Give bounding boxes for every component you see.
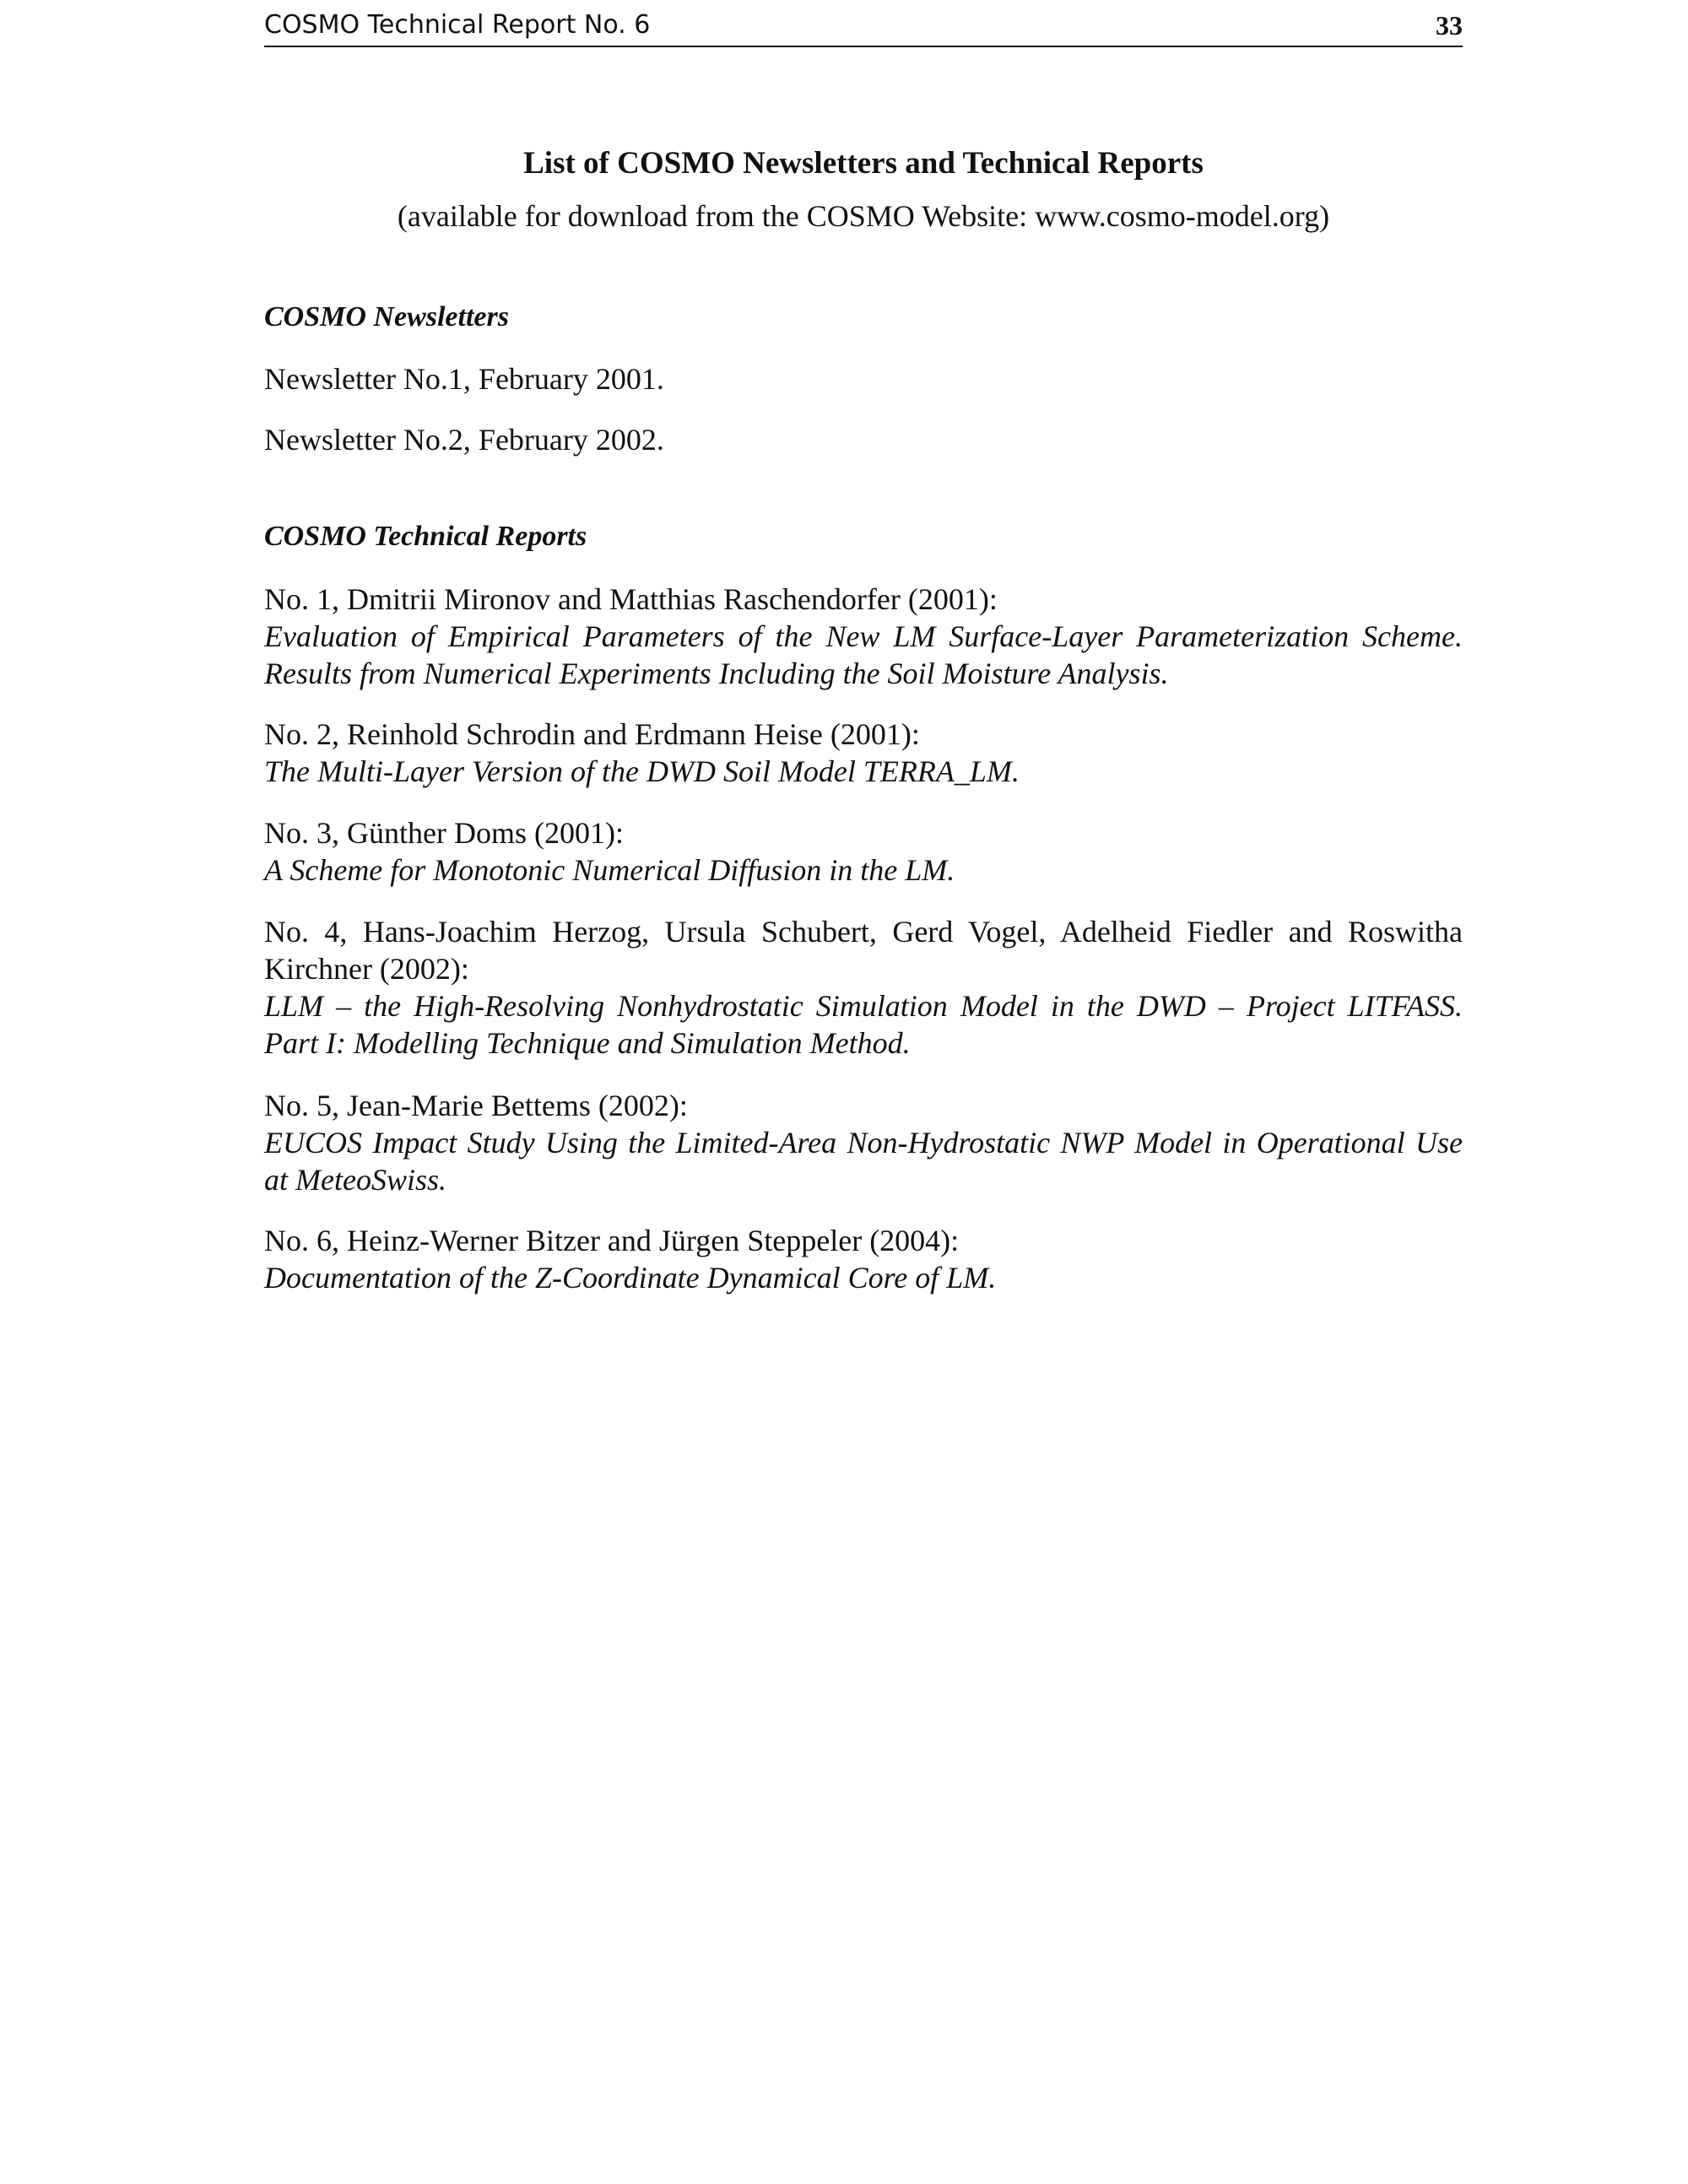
report-title: The Multi-Layer Version of the DWD Soil Model TERRA_LM. — [264, 754, 1020, 788]
report-title: Evaluation of Empirical Parameters of the New LM Surface-Layer Parameterization Scheme. Results from Numerical Experiments Including the Soil Moisture Analysis. — [264, 619, 1463, 690]
report-author-line: No. 4, Hans-Joachim Herzog, Ursula Schubert, Gerd Vogel, Adelheid Fiedler and Roswitha Kirchner (2002): — [264, 915, 1463, 986]
running-header — [264, 10, 1463, 47]
page-number: 33 — [1436, 10, 1463, 41]
newsletter-item: Newsletter No.2, February 2002. — [264, 423, 664, 457]
report-title: Documentation of the Z-Coordinate Dynamical Core of LM. — [264, 1261, 997, 1295]
list-subtitle: (available for download from the COSMO Website: www.cosmo-model.org) — [397, 199, 1330, 233]
list-title: List of COSMO Newsletters and Technical Reports — [523, 146, 1204, 181]
report-title: A Scheme for Monotonic Numerical Diffusion in the LM. — [264, 853, 955, 887]
report-author-line: No. 1, Dmitrii Mironov and Matthias Raschendorfer (2001): — [264, 582, 998, 616]
report-author-line: No. 2, Reinhold Schrodin and Erdmann Heise (2001): — [264, 717, 920, 751]
report-entry — [264, 716, 1463, 790]
report-author-line: No. 6, Heinz-Werner Bitzer and Jürgen Steppeler (2004): — [264, 1224, 960, 1257]
running-title: COSMO Technical Report No. 6 — [264, 10, 651, 40]
reports-heading: COSMO Technical Reports — [264, 521, 587, 552]
newsletter-item: Newsletter No.1, February 2001. — [264, 362, 664, 396]
report-entry — [264, 1222, 1463, 1296]
report-entry — [264, 814, 1463, 889]
report-author-line: No. 3, Günther Doms (2001): — [264, 816, 624, 850]
report-title: LLM – the High-Resolving Nonhydrostatic Simulation Model in the DWD – Project LITFASS. Part I: Modelling Technique and Simulation Method. — [264, 989, 1463, 1060]
report-entry — [264, 913, 1463, 1062]
report-title: EUCOS Impact Study Using the Limited-Area Non-Hydrostatic NWP Model in Operational Use at MeteoSwiss. — [264, 1126, 1463, 1197]
report-entry — [264, 1087, 1463, 1198]
report-entry — [264, 581, 1463, 692]
newsletters-heading: COSMO Newsletters — [264, 301, 509, 332]
report-author-line: No. 5, Jean-Marie Bettems (2002): — [264, 1089, 688, 1122]
